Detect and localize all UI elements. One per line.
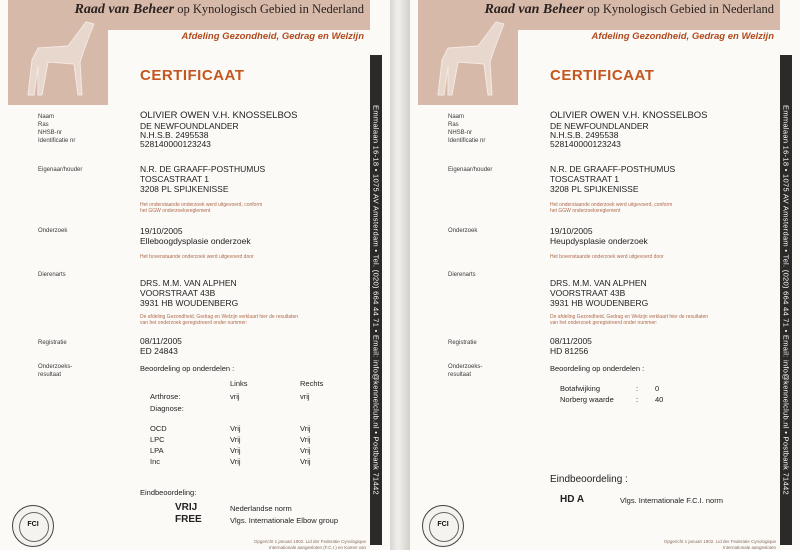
page-gutter (390, 0, 410, 550)
registration-number: ED 24843 (140, 346, 178, 356)
final-assessment-label: Eindbeoordeling: (140, 488, 197, 497)
header-bar (484, 0, 780, 30)
owner-city: 3208 PL SPIJKENISSE (550, 184, 639, 194)
header-subbar (518, 30, 780, 44)
botafwijking-value: 0 (655, 384, 660, 393)
assessment-heading: Beoordeling op onderdelen : (140, 364, 235, 373)
label-ras: Ras (448, 122, 459, 128)
column-rechts: Rechts (300, 379, 324, 388)
owner-street: TOSCASTRAAT 1 (140, 174, 209, 184)
label-onderzoek: Onderzoek (448, 228, 478, 234)
label-registratie: Registratie (38, 340, 67, 346)
footer-text: Opgericht 1 januari 1902. Lid der Federatie Cynologique Internationale aangesloten (F.C.I.) en Kamer van (253, 539, 366, 550)
organization-name: Raad van Beheer op Kynologisch Gebied in Nederland (484, 2, 774, 17)
exam-type: Elleboogdysplasie onderzoek (140, 236, 251, 246)
vet-city: 3931 HB WOUDENBERG (550, 298, 649, 308)
label-eigenaar: Eigenaar/houder (38, 167, 83, 173)
label-nhsb: NHSB-nr (448, 130, 473, 136)
diag-row-left: Vrij (230, 457, 241, 466)
dog-breed: DE NEWFOUNDLANDER (140, 121, 239, 131)
dog-name: OLIVIER OWEN V.H. KNOSSELBOS (140, 110, 298, 121)
owner-name: N.R. DE GRAAFF-POSTHUMUS (140, 164, 266, 174)
label-eigenaar: Eigenaar/houder (448, 167, 493, 173)
vet-name: DRS. M.M. VAN ALPHEN (140, 278, 237, 288)
address-strip-text: Emmalaan 16-18 • 1075 AV Amsterdam • Tel. (020) 664 44 71 • Email: info@kennelclub.nl • Postbank 71442 (371, 105, 381, 495)
diag-row-left: Vrij (230, 446, 241, 455)
diag-row-name: LPA (150, 446, 164, 455)
note-conform: Het onderstaande onderzoek werd uitgevoerd, conform het GGW onderzoeksreglement (140, 202, 263, 214)
label-identificatie: Identificatie nr (448, 138, 486, 144)
vet-city: 3931 HB WOUDENBERG (140, 298, 239, 308)
registration-date: 08/11/2005 (140, 336, 182, 346)
diag-row-right: Vrij (300, 435, 311, 444)
certificate-title: CERTIFICAAT (550, 67, 655, 84)
address-strip-text: Emmalaan 16-18 • 1075 AV Amsterdam • Tel. (020) 664 44 71 • Email: info@kennelclub.nl • Postbank 71442 (781, 105, 791, 495)
label-identificatie: Identificatie nr (38, 138, 76, 144)
arthrose-label: Arthrose: (150, 392, 181, 401)
final-desc: Vlgs. Internationale F.C.I. norm (620, 496, 723, 505)
registration-date: 08/11/2005 (550, 336, 592, 346)
dog-breed: DE NEWFOUNDLANDER (550, 121, 649, 131)
registration-number: HD 81256 (550, 346, 589, 356)
diag-row-right: Vrij (300, 457, 311, 466)
fci-logo: FCI (422, 505, 464, 547)
final-desc-2: Vlgs. Internationale Elbow group (230, 516, 338, 525)
owner-street: TOSCASTRAAT 1 (550, 174, 619, 184)
label-nhsb: NHSB-nr (38, 130, 63, 136)
diag-row-left: Vrij (230, 435, 241, 444)
note-performed-by: Het bovenstaande onderzoek werd uitgevoerd door (140, 254, 254, 260)
exam-date: 19/10/2005 (550, 226, 593, 236)
vet-name: DRS. M.M. VAN ALPHEN (550, 278, 647, 288)
header-bar (74, 0, 370, 30)
footer-text: Opgericht 1 januari 1902. Lid der Federatie Cynologique Internationale aangesloten (663, 539, 776, 550)
arthrose-right: vrij (300, 392, 310, 401)
label-resultaat: Onderzoeks- resultaat (448, 364, 483, 378)
fci-logo: FCI (12, 505, 54, 547)
dog-chip: 528140000123243 (550, 139, 621, 149)
label-resultaat: Onderzoeks- resultaat (38, 364, 73, 378)
owner-name: N.R. DE GRAAFF-POSTHUMUS (550, 164, 676, 174)
final-code: HD A (560, 494, 585, 505)
vet-street: VOORSTRAAT 43B (140, 288, 216, 298)
label-naam: Naam (448, 114, 465, 120)
exam-type: Heupdysplasie onderzoek (550, 236, 648, 246)
separator-colon: : (636, 384, 639, 393)
vet-street: VOORSTRAAT 43B (550, 288, 626, 298)
organization-name: Raad van Beheer op Kynologisch Gebied in Nederland (74, 2, 364, 17)
final-code-1: VRIJ (175, 502, 198, 513)
final-assessment-label: Eindbeoordeling : (550, 474, 628, 485)
diag-row-right: Vrij (300, 446, 311, 455)
diag-row-name: OCD (150, 424, 167, 433)
certificate-hip (410, 0, 800, 550)
diag-row-right: Vrij (300, 424, 311, 433)
header-subbar (108, 30, 370, 44)
certificate-elbow (0, 0, 390, 550)
note-registered: De afdeling Gezondheid, Gedrag en Welzijn verklaart hier de resultaten van het onderzoek geregistreerd onder nummer: (550, 314, 709, 326)
arthrose-left: vrij (230, 392, 240, 401)
norberg-value: 40 (655, 395, 664, 404)
dog-name: OLIVIER OWEN V.H. KNOSSELBOS (550, 110, 708, 121)
department-name: Afdeling Gezondheid, Gedrag en Welzijn (591, 31, 774, 42)
assessment-heading: Beoordeling op onderdelen : (550, 364, 645, 373)
column-links: Links (230, 379, 248, 388)
note-conform: Het onderstaande onderzoek werd uitgevoerd, conform het GGW onderzoeksreglement (550, 202, 673, 214)
exam-date: 19/10/2005 (140, 226, 183, 236)
diag-row-name: LPC (150, 435, 165, 444)
label-ras: Ras (38, 122, 49, 128)
address-strip (370, 55, 382, 545)
label-registratie: Registratie (448, 340, 477, 346)
address-strip (780, 55, 792, 545)
final-desc-1: Nederlandse norm (230, 504, 292, 513)
note-registered: De afdeling Gezondheid, Gedrag en Welzijn verklaart hier de resultaten van het onderzoek geregistreerd onder nummer: (140, 314, 299, 326)
diagnose-label: Diagnose: (150, 404, 184, 413)
dog-chip: 528140000123243 (140, 139, 211, 149)
label-onderzoek: Onderzoek (38, 228, 68, 234)
diag-row-left: Vrij (230, 424, 241, 433)
label-dierenarts: Dierenarts (38, 272, 66, 278)
note-performed-by: Het bovenstaande onderzoek werd uitgevoerd door (550, 254, 664, 260)
norberg-label: Norberg waarde (560, 395, 614, 404)
certificate-title: CERTIFICAAT (140, 67, 245, 84)
label-naam: Naam (38, 114, 55, 120)
separator-colon: : (636, 395, 639, 404)
diag-row-name: Inc (150, 457, 161, 466)
department-name: Afdeling Gezondheid, Gedrag en Welzijn (181, 31, 364, 42)
final-code-2: FREE (175, 514, 202, 525)
dog-nhsb: N.H.S.B. 2495538 (140, 130, 209, 140)
owner-city: 3208 PL SPIJKENISSE (140, 184, 229, 194)
label-dierenarts: Dierenarts (448, 272, 476, 278)
botafwijking-label: Botafwijking (560, 384, 601, 393)
dog-nhsb: N.H.S.B. 2495538 (550, 130, 619, 140)
